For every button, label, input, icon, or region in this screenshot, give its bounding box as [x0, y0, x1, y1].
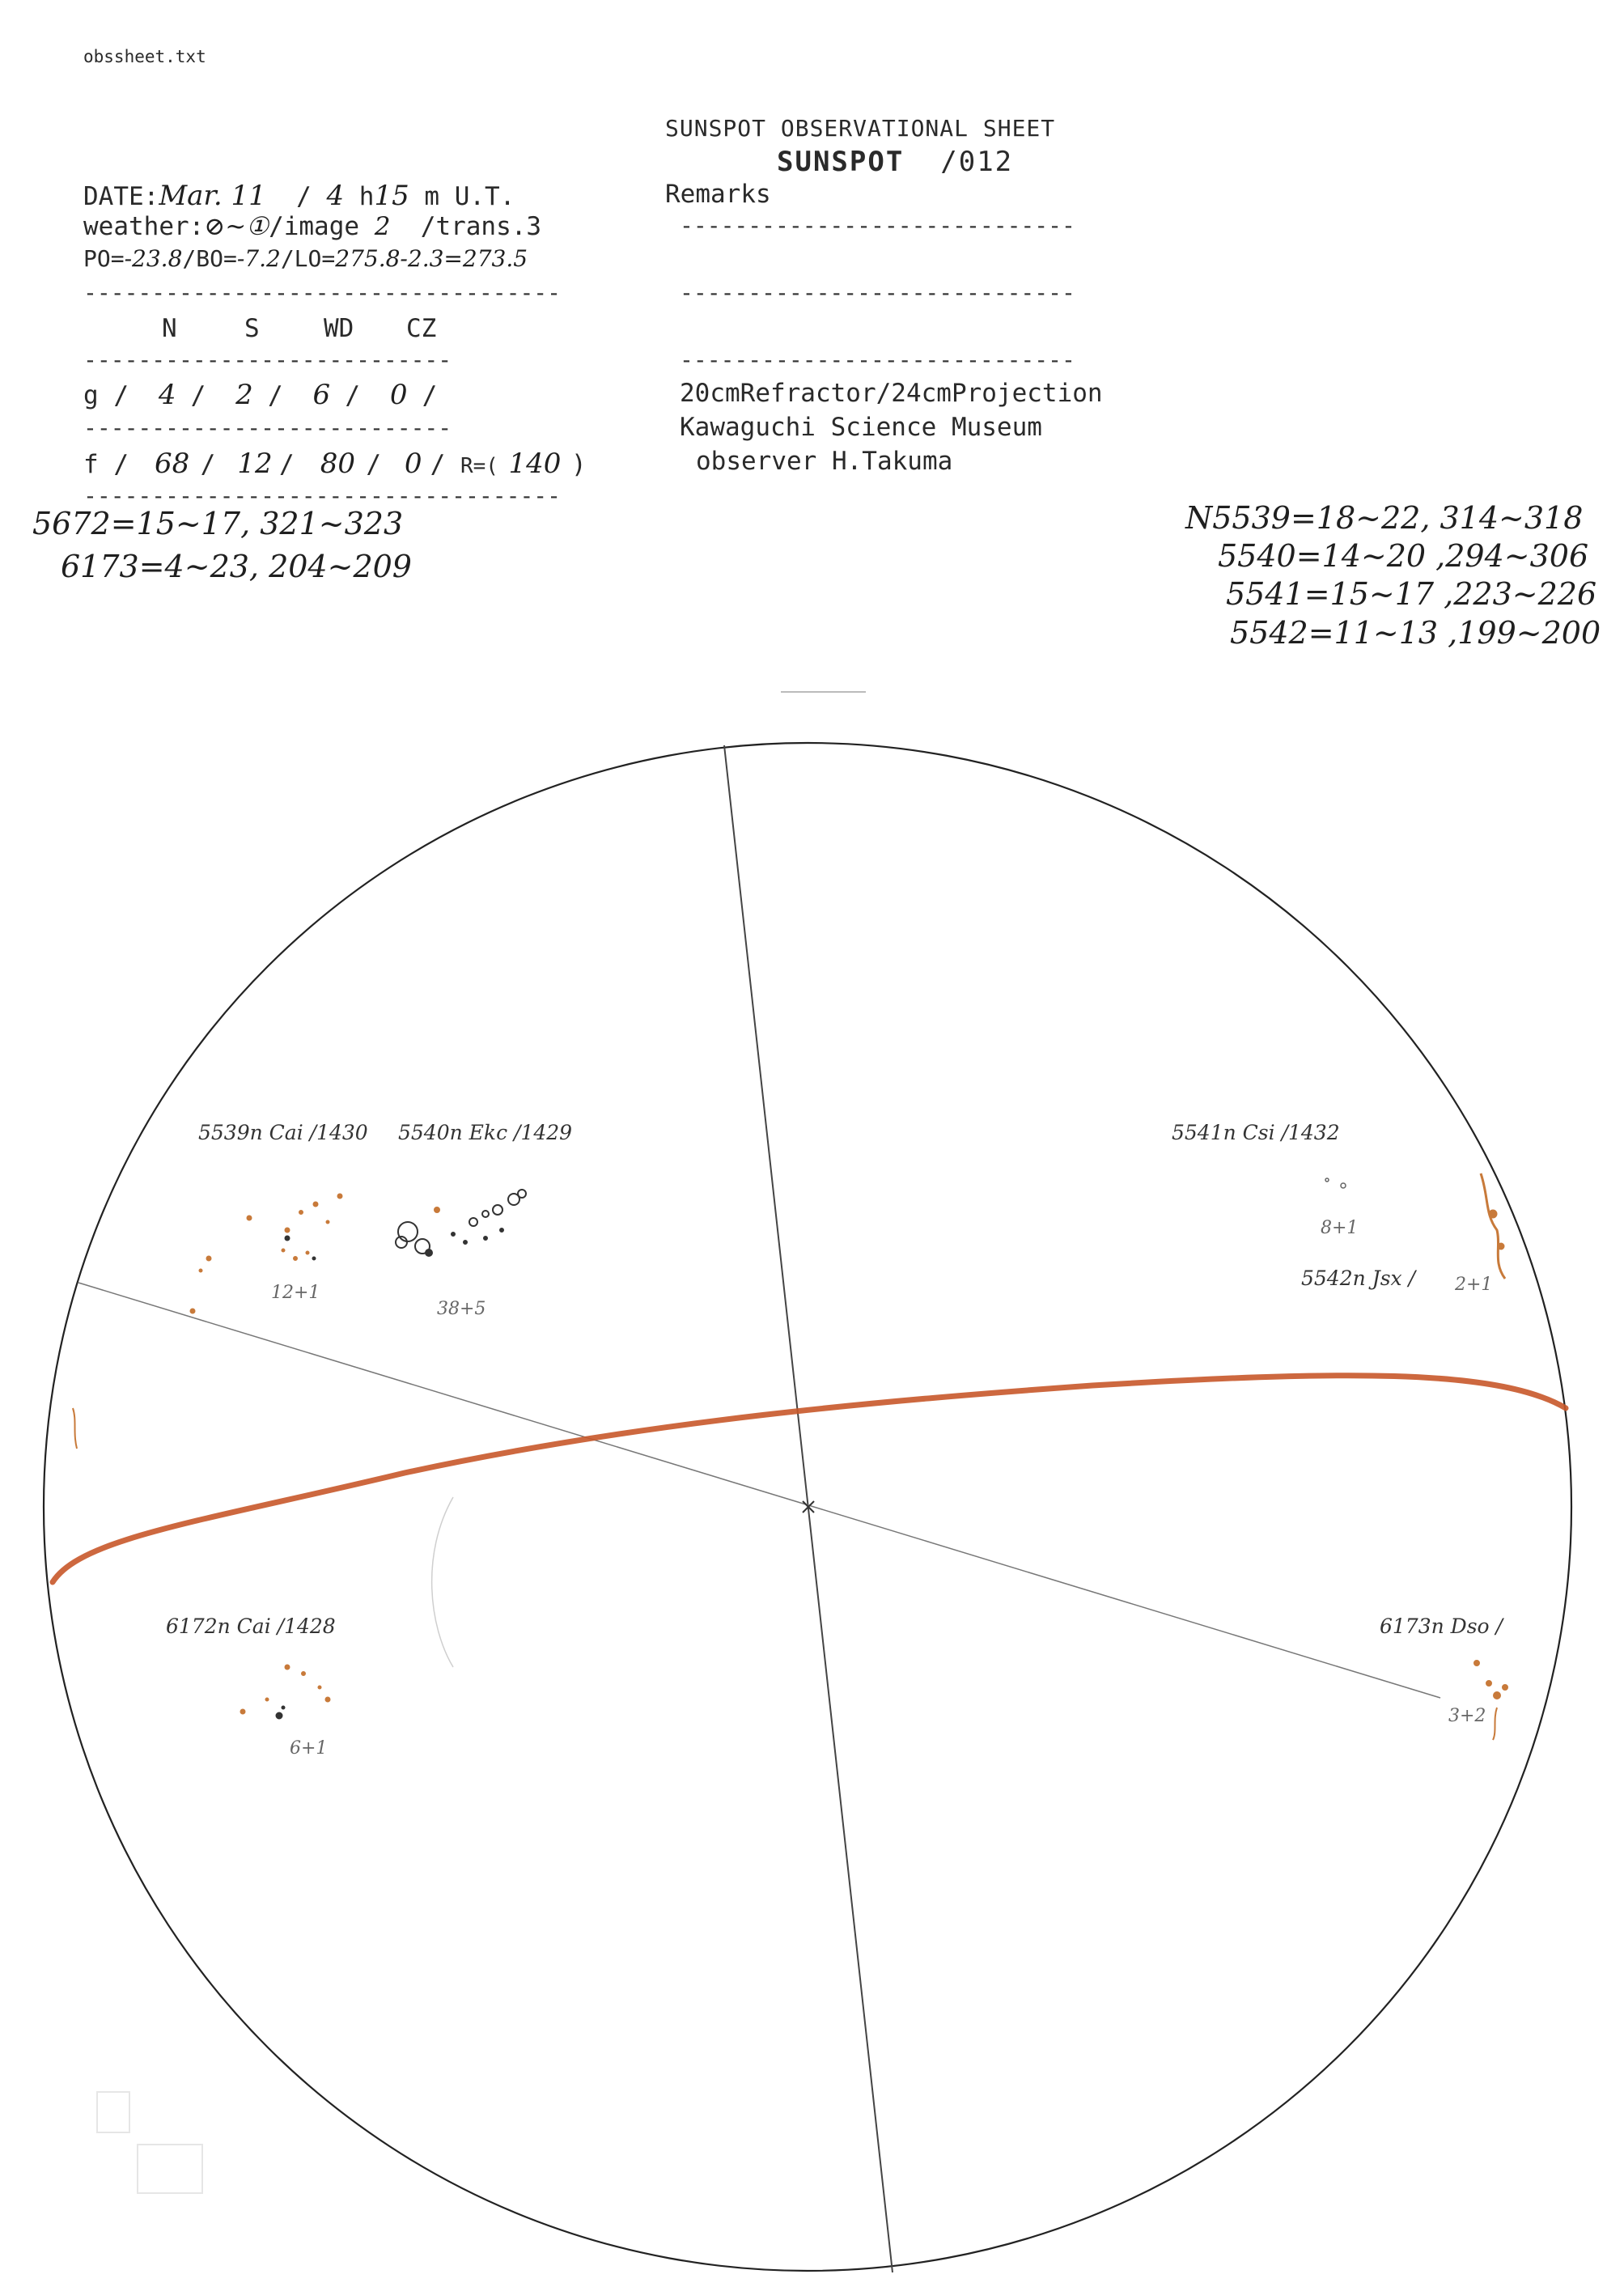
hour-unit: h — [358, 182, 375, 211]
counts-header-n: N — [162, 314, 177, 343]
remarks-line-1: ----------------------------- — [680, 212, 1075, 239]
note-right-4: 5542=11~13 ,199~200 — [1230, 615, 1601, 651]
group-label-5539: 5539n Cai /1430 — [198, 1121, 368, 1144]
date-value: Mar. 11 — [159, 180, 266, 212]
spot-group-6172 — [240, 1665, 330, 1719]
group-count-5541: 8+1 — [1321, 1218, 1359, 1238]
g-label: g — [83, 381, 99, 410]
ephemeris-line — [83, 245, 528, 272]
hour-separator: / — [296, 182, 312, 211]
counts-divider-1: --------------------------- — [83, 346, 452, 373]
rotation-axis-line — [724, 745, 893, 2272]
group-count-6173: 3+2 — [1448, 1706, 1486, 1726]
info-divider-1: ----------------------------------- — [83, 279, 562, 306]
f-value-s: 12 — [237, 448, 273, 480]
minute-unit: m U.T. — [424, 182, 515, 211]
g-value-s: 2 — [235, 379, 253, 411]
l0-value: 275.8-2.3=273.5 — [335, 245, 528, 272]
f-label: f — [83, 450, 99, 479]
r-close: ) — [570, 450, 587, 479]
f-value-cz: 0 — [404, 448, 422, 480]
sheet-title: SUNSPOT OBSERVATIONAL SHEET — [665, 115, 1056, 142]
group-label-5541: 5541n Csi /1432 — [1172, 1121, 1340, 1144]
remarks-label: Remarks — [665, 180, 771, 209]
b0-value: -7.2 — [236, 245, 281, 272]
note-right-1: N5539=18~22, 314~318 — [1185, 500, 1584, 536]
remarks-line-3: ----------------------------- — [680, 346, 1075, 373]
image-label: /image — [269, 212, 360, 241]
p0-label: PO= — [83, 245, 125, 272]
date-line — [83, 180, 515, 212]
spot-group-5540 — [396, 1190, 526, 1256]
g-value-wd: 6 — [312, 379, 331, 411]
note-left-1: 5672=15~17, 321~323 — [32, 506, 404, 541]
g-value-n: 4 — [158, 379, 176, 411]
left-limb-facula — [73, 1408, 77, 1449]
note-right-2: 5540=14~20 ,294~306 — [1218, 538, 1589, 574]
note-right-3: 5541=15~17 ,223~226 — [1226, 576, 1597, 612]
group-count-6172: 6+1 — [290, 1738, 328, 1759]
note-left-2: 6173=4~23, 204~209 — [61, 549, 412, 584]
r-value: 140 — [508, 448, 562, 480]
f-value-wd: 80 — [320, 448, 355, 480]
counts-header-s: S — [244, 314, 260, 343]
minute-value: 15 — [374, 180, 409, 212]
counts-header-cz: CZ — [406, 314, 437, 343]
equipment-telescope: 20cmRefractor/24cmProjection — [680, 379, 1103, 408]
weather-value: ⊘~① — [204, 212, 269, 241]
f-row: f / 68 / 12 / 80 / 0 / R=( 140 ) — [83, 448, 587, 480]
spot-group-6173 — [1474, 1661, 1507, 1740]
group-label-6172: 6172n Cai /1428 — [166, 1614, 336, 1638]
hour-value: 4 — [326, 180, 345, 212]
group-label-6173: 6173n Dso / — [1380, 1614, 1503, 1638]
group-label-5542: 5542n Jsx / — [1301, 1267, 1415, 1290]
group-count-5542: 2+1 — [1455, 1275, 1493, 1295]
r-label: R=( — [460, 454, 498, 478]
counts-header-wd: WD — [324, 314, 354, 343]
p0-value: -23.8 — [124, 245, 183, 272]
remarks-line-2: ----------------------------- — [680, 279, 1075, 306]
subtitle-prefix: SUNSPOT — [777, 146, 905, 178]
spot-group-5541 — [1325, 1178, 1346, 1188]
group-count-5540: 38+5 — [437, 1299, 486, 1319]
group-label-5540: 5540n Ekc /1429 — [398, 1121, 573, 1144]
group-count-5539: 12+1 — [271, 1283, 320, 1303]
g-row: g / 4 / 2 / 6 / 0 / — [83, 379, 438, 411]
counts-divider-2: --------------------------- — [83, 414, 452, 441]
solar-equator-line — [53, 1376, 1566, 1582]
sheet-subtitle — [777, 146, 1013, 178]
file-name-label: obssheet.txt — [83, 47, 206, 66]
trans-label: /trans.3 — [420, 212, 542, 241]
weather-line — [83, 212, 541, 241]
b0-label: /BO= — [182, 245, 237, 272]
observer-name: observer H.Takuma — [696, 447, 953, 476]
l0-label: /LO= — [280, 245, 336, 272]
image-value: 2 — [374, 212, 391, 241]
counts-divider-3: ----------------------------------- — [83, 482, 562, 509]
equipment-museum: Kawaguchi Science Museum — [680, 413, 1042, 442]
faint-arc-sketch — [432, 1497, 453, 1667]
weather-label: weather: — [83, 212, 205, 241]
faint-stamp-mark — [97, 2092, 202, 2193]
g-value-cz: 0 — [389, 379, 408, 411]
sheet-number: /012 — [940, 146, 1014, 178]
f-value-n: 68 — [155, 448, 190, 480]
date-label: DATE: — [83, 182, 159, 211]
